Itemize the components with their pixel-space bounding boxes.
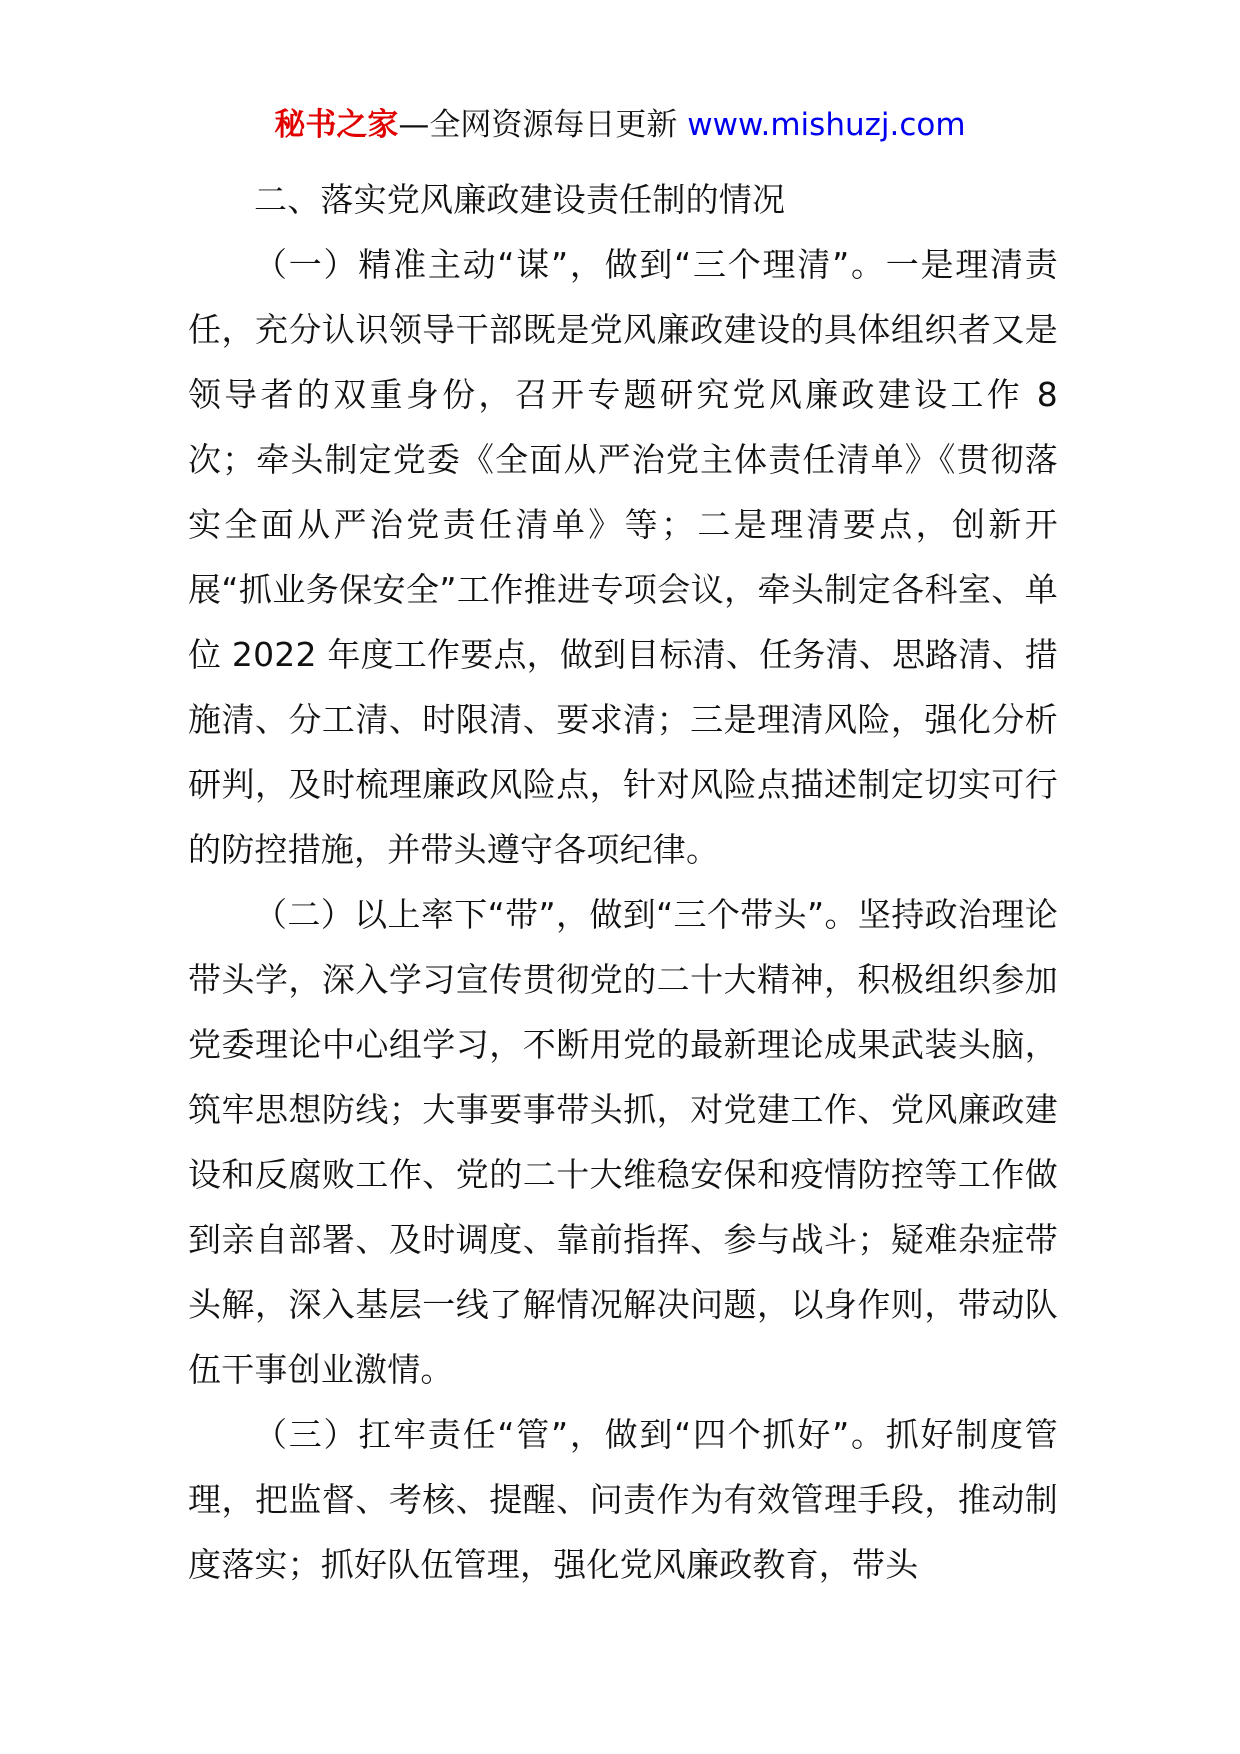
- brand-name: 秘书之家: [274, 107, 399, 143]
- paragraph-3: （三）扛牢责任“管”，做到“四个抓好”。抓好制度管理，把监督、考核、提醒、问责作为有效管理手段，推动制度落实；抓好队伍管理，强化党风廉政教育，带头: [188, 1415, 1058, 1584]
- section-heading: 二、落实党风廉政建设责任制的情况: [254, 180, 786, 219]
- paragraph-2: （二）以上率下“带”，做到“三个带头”。坚持政治理论带头学，深入学习宣传贯彻党的二十大精神，积极组织参加党委理论中心组学习，不断用党的最新理论成果武装头脑，筑牢思想防线；大事要事带头抓，对党建工作、党风廉政建设和反腐败工作、党的二十大维稳安保和疫情防控等工作做到亲自部署、及时调度、靠前指挥、参与战斗；疑难杂症带头解，深入基层一线了解情况解决问题，以身作则，带动队伍干事创业激情。: [188, 895, 1058, 1389]
- site-header: [0, 103, 1240, 147]
- paragraph-1: （一）精准主动“谋”，做到“三个理清”。一是理清责任，充分认识领导干部既是党风廉政建设的具体组织者又是领导者的双重身份，召开专题研究党风廉政建设工作 8 次；牵头制定党委《全面从严治党主体责任清单》《贯彻落实全面从严治党责任清单》等；二是理清要点，创新开展“抓业务保安全”工作推进专项会议，牵头制定各科室、单位 2022 年度工作要点，做到目标清、任务清、思路清、措施清、分工清、时限清、要求清；三是理清风险，强化分析研判，及时梳理廉政风险点，针对风险点描述制定切实可行的防控措施，并带头遵守各项纪律。: [188, 245, 1058, 869]
- header-tagline: —全网资源每日更新: [398, 107, 678, 143]
- site-url-link[interactable]: www.mishuzj.com: [687, 107, 966, 143]
- document-body: [188, 167, 1058, 1597]
